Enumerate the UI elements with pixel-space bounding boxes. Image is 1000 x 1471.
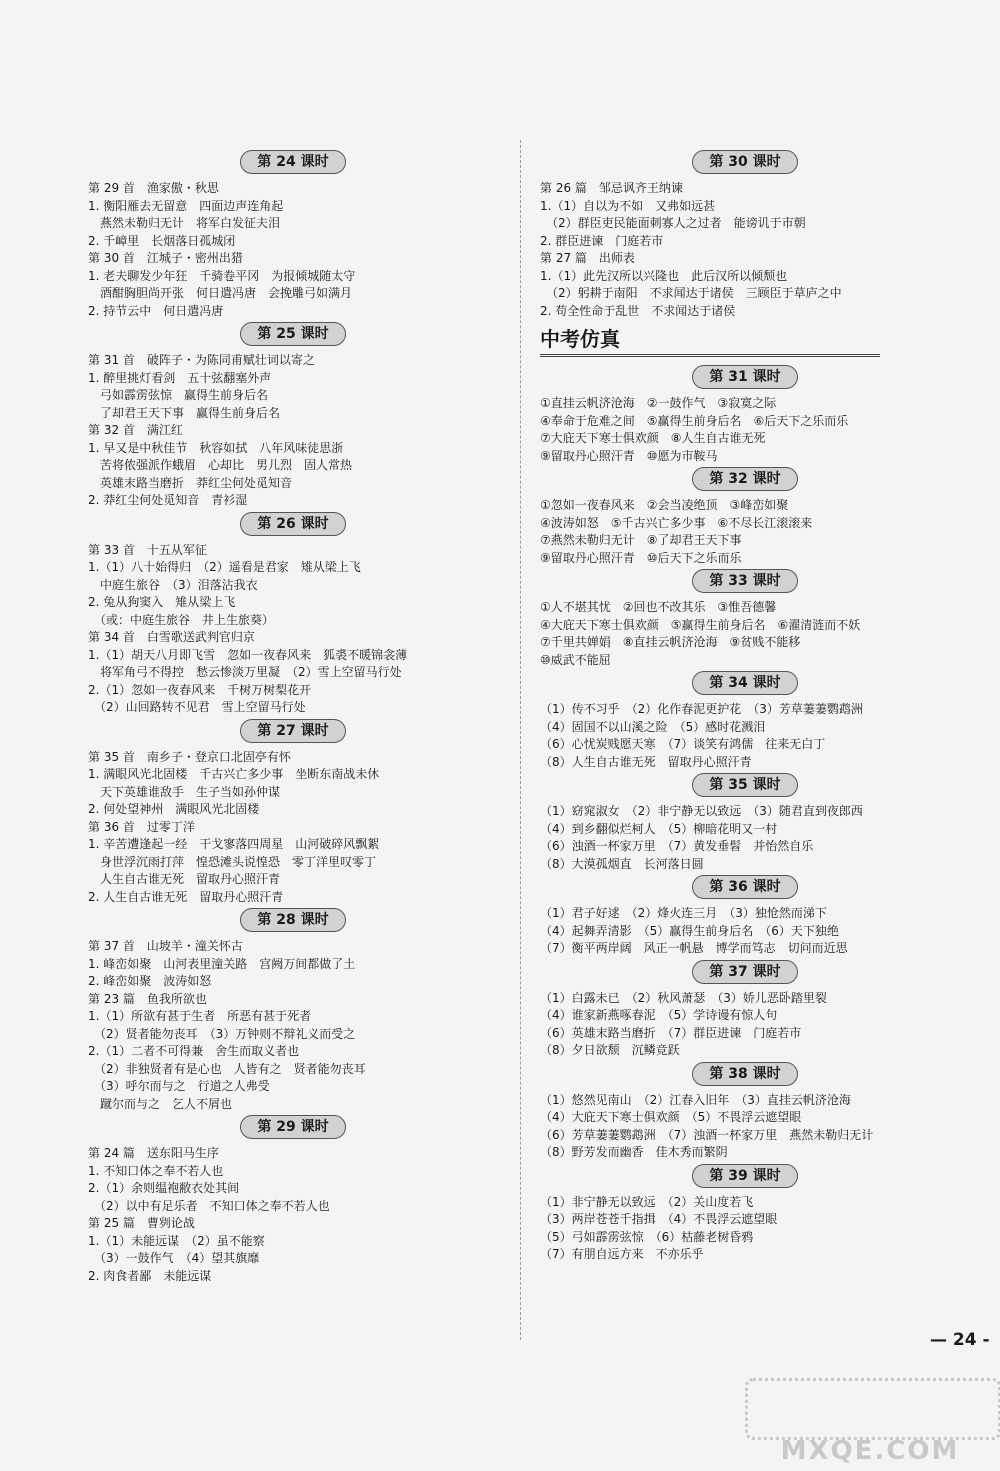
answer-line: ①人不堪其忧 ②回也不改其乐 ③惟吾德馨 xyxy=(540,600,777,614)
answer-line: 燕然未勒归无计 将军白发征夫泪 xyxy=(88,216,281,230)
lesson-header-label: 第 37 课时 xyxy=(692,960,797,984)
answer-line: （8）夕日欲颓 沉鳞竞跃 xyxy=(540,1043,680,1057)
answer-line: ⑦燕然未勒归无计 ⑧了却君王天下事 xyxy=(540,533,742,547)
answer-line: 2. 千嶂里 长烟落日孤城闭 xyxy=(88,233,236,248)
lesson-section xyxy=(88,150,498,320)
left-column xyxy=(88,148,498,1285)
answer-line: （1）非宁静无以致远 （2）关山度若飞 xyxy=(540,1194,754,1209)
answer-line: 1.（1）所欲有甚于生者 所恶有甚于死者 xyxy=(88,1009,312,1023)
answer-line: （2）群臣吏民能面刺寡人之过者 能谤讥于市朝 xyxy=(540,216,806,230)
column-divider xyxy=(520,140,521,1340)
answer-line: 2.（1）二者不可得兼 舍生而取义者也 xyxy=(88,1044,300,1058)
answer-line: （2）以中有足乐者 不知口体之奉不若人也 xyxy=(88,1198,330,1213)
answer-line: （1）窈窕淑女 （2）非宁静无以致远 （3）随君直到夜郎西 xyxy=(540,804,863,818)
answer-line: 苦将侬强派作蛾眉 心却比 男儿烈 固人常热 xyxy=(88,458,353,472)
lesson-header xyxy=(88,908,498,934)
answer-line: 第 36 首 过零丁洋 xyxy=(88,819,195,834)
lesson-section xyxy=(88,512,498,717)
answer-line: 人生自古谁无死 留取丹心照汗青 xyxy=(88,872,281,886)
answer-line: （1）悠然见南山 （2）江春入旧年 （3）直挂云帆济沧海 xyxy=(540,1092,851,1107)
lesson-header-label: 第 25 课时 xyxy=(240,322,345,346)
answer-line: ⑩威武不能屈 xyxy=(540,652,611,667)
answer-line: （8）大漠孤烟直 长河落日圆 xyxy=(540,856,704,871)
answer-line: ⑨留取丹心照汗青 ⑩愿为市鞍马 xyxy=(540,448,718,463)
lesson-header xyxy=(540,467,950,493)
answer-line: 2. 持节云中 何日遣冯唐 xyxy=(88,303,224,318)
answer-line: 第 33 首 十五从军征 xyxy=(88,542,207,557)
answer-line: 第 37 首 山坡羊・潼关怀古 xyxy=(88,939,243,953)
lesson-header xyxy=(540,671,950,697)
lesson-section xyxy=(540,365,950,465)
page-number: — 24 - xyxy=(930,1330,990,1350)
answer-line: （7）有朋自远方来 不亦乐乎 xyxy=(540,1247,704,1261)
answer-line: （8）人生自古谁无死 留取丹心照汗青 xyxy=(540,754,752,769)
lesson-header-label: 第 30 课时 xyxy=(692,150,797,174)
big-heading: 中考仿真 xyxy=(540,327,620,351)
answer-line: （或：中庭生旅谷 井上生旅葵） xyxy=(88,612,275,627)
answer-line: （1）君子好逑 （2）烽火连三月 （3）独怆然而涕下 xyxy=(540,906,827,920)
answer-line: （2）非独贤者有是心也 人皆有之 贤者能勿丧耳 xyxy=(88,1061,366,1076)
answer-line: ⑦千里共婵娟 ⑧直挂云帆济沧海 ⑨贫贱不能移 xyxy=(540,635,801,649)
lesson-header-label: 第 34 课时 xyxy=(692,671,797,695)
heading-rule xyxy=(540,354,880,357)
answer-line: （1）白露未已 （2）秋风萧瑟 （3）娇儿恶卧踏里裂 xyxy=(540,990,827,1005)
lesson-header-label: 第 24 课时 xyxy=(240,150,345,174)
answer-line: 2.（1）忽如一夜春风来 千树万树梨花开 xyxy=(88,682,312,697)
answer-line: 蹴尔而与之 乞人不屑也 xyxy=(88,1096,233,1111)
answer-line: （7）衡平两岸阔 风正一帆悬 博学而笃志 切问而近思 xyxy=(540,941,848,955)
answer-line: （2）贤者能勿丧耳 （3）万钟则不辩礼义而受之 xyxy=(88,1026,356,1041)
answer-line: 1. 辛苦遭逢起一经 干戈寥落四周星 山河破碎风飘絮 xyxy=(88,837,380,851)
answer-line: 1.（1）八十始得归 （2）遥看是君家 雉从梁上飞 xyxy=(88,560,361,574)
lesson-section xyxy=(88,1115,498,1285)
answer-line: 2. 苟全性命于乱世 不求闻达于诸侯 xyxy=(540,303,736,318)
answer-line: 第 24 篇 送东阳马生序 xyxy=(88,1146,219,1160)
lesson-header-label: 第 35 课时 xyxy=(692,773,797,797)
lesson-section xyxy=(540,875,950,958)
lesson-section xyxy=(540,960,950,1060)
lesson-header-label: 第 28 课时 xyxy=(240,908,345,932)
answer-line: 第 30 首 江城子・密州出猎 xyxy=(88,251,243,265)
lesson-header xyxy=(540,1164,950,1190)
answer-line: 1. 满眼风光北固楼 千古兴亡多少事 坐断东南战未休 xyxy=(88,767,380,781)
answer-line: （3）呼尔而与之 行道之人弗受 xyxy=(88,1079,270,1093)
answer-line: 天下英雄谁敌手 生子当如孙仲谋 xyxy=(88,784,281,799)
answer-line: （3）两岸苍苍千指揖 （4）不畏浮云遮望眼 xyxy=(540,1212,778,1226)
answer-line: 第 34 首 白雪歌送武判官归京 xyxy=(88,630,255,644)
lesson-header-label: 第 27 课时 xyxy=(240,719,345,743)
answer-line: （4）谁家新燕啄春泥 （5）学诗谩有惊人句 xyxy=(540,1008,778,1022)
answer-line: （2）躬耕于南阳 不求闻达于诸侯 三顾臣于草庐之中 xyxy=(540,286,842,300)
right-column xyxy=(540,148,950,1264)
answer-line: （4）到乡翻似烂柯人 （5）柳暗花明又一村 xyxy=(540,821,778,836)
lesson-section xyxy=(88,322,498,510)
lesson-header-label: 第 29 课时 xyxy=(240,1115,345,1139)
lesson-header xyxy=(88,719,498,745)
lesson-header-label: 第 39 课时 xyxy=(692,1164,797,1188)
lesson-header xyxy=(540,365,950,391)
answer-line: 1.（1）此先汉所以兴隆也 此后汉所以倾颓也 xyxy=(540,268,788,283)
answer-line: （8）野芳发而幽香 佳木秀而繁阴 xyxy=(540,1145,728,1159)
lesson-section xyxy=(540,1062,950,1162)
answer-line: ④大庇天下寒士俱欢颜 ⑤赢得生前身后名 ⑥濯清涟而不妖 xyxy=(540,617,861,632)
answer-line: （4）起舞弄清影 （5）赢得生前身后名 （6）天下独绝 xyxy=(540,923,839,938)
answer-line: （6）芳草萋萋鹦鹉洲 （7）浊酒一杯家万里 燕然未勒归无计 xyxy=(540,1127,874,1142)
watermark-text: MXQE.COM xyxy=(780,1436,960,1466)
answer-line: ①直挂云帆济沧海 ②一鼓作气 ③寂寞之际 xyxy=(540,396,777,410)
lesson-header xyxy=(540,960,950,986)
answer-line: ⑦大庇天下寒士俱欢颜 ⑧人生自古谁无死 xyxy=(540,431,766,445)
answer-line: 第 25 篇 曹刿论战 xyxy=(88,1216,195,1230)
answer-line: 第 29 首 渔家傲・秋思 xyxy=(88,181,219,195)
answer-line: 1. 醉里挑灯看剑 五十弦翻塞外声 xyxy=(88,370,272,385)
answer-line: 将军角弓不得控 愁云惨淡万里凝 （2）雪上空留马行处 xyxy=(88,665,402,679)
lesson-section xyxy=(540,773,950,873)
answer-line: 1.（1）胡天八月即飞雪 忽如一夜春风来 狐裘不暖锦衾薄 xyxy=(88,647,408,662)
lesson-header xyxy=(540,875,950,901)
answer-line: 第 35 首 南乡子・登京口北固亭有怀 xyxy=(88,749,291,764)
answer-line: 2. 莽红尘何处觅知音 青衫湿 xyxy=(88,493,248,507)
lesson-section xyxy=(88,719,498,907)
answer-line: （6）英雄末路当磨折 （7）群臣进谏 门庭若市 xyxy=(540,1025,802,1040)
answer-line: （6）心忧炭贱愿天寒 （7）谈笑有鸿儒 往来无白丁 xyxy=(540,737,826,751)
answer-line: 1. 峰峦如聚 山河表里潼关路 宫阙万间都做了土 xyxy=(88,956,356,971)
answer-line: （6）浊酒一杯家万里 （7）黄发垂髫 并怡然自乐 xyxy=(540,839,814,853)
answer-line: 中庭生旅谷 （3）泪落沾我衣 xyxy=(88,577,258,592)
answer-line: 2. 峰峦如聚 波涛如怒 xyxy=(88,974,212,988)
answer-line: 1. 衡阳雁去无留意 四面边声连角起 xyxy=(88,198,284,213)
answer-line: 1. 不知口体之奉不若人也 xyxy=(88,1163,224,1178)
answer-line: 第 26 篇 邹忌讽齐王纳谏 xyxy=(540,181,683,195)
answer-line: 2.（1）余则缊袍敝衣处其间 xyxy=(88,1181,240,1195)
lesson-header-label: 第 31 课时 xyxy=(692,365,797,389)
answer-line: 2. 人生自古谁无死 留取丹心照汗青 xyxy=(88,889,284,904)
lesson-header-label: 第 36 课时 xyxy=(692,875,797,899)
lesson-header xyxy=(540,1062,950,1088)
answer-line: 2. 肉食者鄙 未能远谋 xyxy=(88,1268,212,1283)
lesson-section xyxy=(88,908,498,1113)
answer-line: 1.（1）未能远谋 （2）虽不能察 xyxy=(88,1233,265,1248)
lesson-header-label: 第 33 课时 xyxy=(692,569,797,593)
answer-line: ④奉命于危难之间 ⑤赢得生前身后名 ⑥后天下之乐而乐 xyxy=(540,413,849,428)
lesson-section xyxy=(540,467,950,567)
lesson-section xyxy=(540,150,950,320)
answer-line: （4）固国不以山溪之险 （5）感时花溅泪 xyxy=(540,719,766,734)
answer-line: 英雄末路当磨折 莽红尘何处觅知音 xyxy=(88,475,293,490)
lesson-header xyxy=(540,773,950,799)
answer-line: （4）大庇天下寒士俱欢颜 （5）不畏浮云遮望眼 xyxy=(540,1110,802,1124)
answer-line: 1.（1）自以为不如 又弗如远甚 xyxy=(540,198,716,213)
right-sections xyxy=(540,365,950,1264)
answer-line: 酒酣胸胆尚开张 何日遣冯唐 会挽雕弓如满月 xyxy=(88,286,353,300)
watermark-logo-icon xyxy=(745,1378,1000,1440)
answer-line: 身世浮沉雨打萍 惶恐滩头说惶恐 零丁洋里叹零丁 xyxy=(88,854,377,869)
lesson-header xyxy=(88,512,498,538)
lesson-header-label: 第 26 课时 xyxy=(240,512,345,536)
lesson-section xyxy=(540,569,950,669)
answer-line: 2. 兔从狗窦入 雉从梁上飞 xyxy=(88,595,236,609)
answer-line: 第 23 篇 鱼我所欲也 xyxy=(88,991,207,1006)
lesson-section xyxy=(540,1164,950,1264)
answer-line: 1. 老夫聊发少年狂 千骑卷平冈 为报倾城随太守 xyxy=(88,268,356,283)
lesson-header-label: 第 38 课时 xyxy=(692,1062,797,1086)
answer-line: 2. 何处望神州 满眼风光北固楼 xyxy=(88,802,260,816)
answer-line: 了却君王天下事 赢得生前身后名 xyxy=(88,405,281,420)
lesson-header xyxy=(540,150,950,176)
answer-line: 第 32 首 满江红 xyxy=(88,423,183,437)
watermark xyxy=(745,1378,995,1466)
answer-line: 第 31 首 破阵子・为陈同甫赋壮词以寄之 xyxy=(88,353,315,367)
answer-line: 第 27 篇 出师表 xyxy=(540,251,635,265)
lesson-header xyxy=(88,322,498,348)
page-number-value: 24 xyxy=(952,1330,977,1350)
answer-line: （1）传不习乎 （2）化作春泥更护花 （3）芳草萋萋鹦鹉洲 xyxy=(540,702,863,716)
answer-line: （3）一鼓作气 （4）望其旗靡 xyxy=(88,1251,260,1265)
lesson-header-label: 第 32 课时 xyxy=(692,467,797,491)
lesson-header xyxy=(88,1115,498,1141)
answer-line: ④波涛如怒 ⑤千古兴亡多少事 ⑥不尽长江滚滚来 xyxy=(540,515,813,530)
answer-line: ①忽如一夜春风来 ②会当凌绝顶 ③峰峦如聚 xyxy=(540,498,789,512)
lesson-section xyxy=(540,671,950,771)
answer-line: （2）山回路转不见君 雪上空留马行处 xyxy=(88,700,306,714)
answer-line: 1. 早又是中秋佳节 秋容如拭 八年风味徒思浙 xyxy=(88,440,344,455)
lesson-header xyxy=(540,569,950,595)
right-top-section xyxy=(540,150,950,320)
answer-line: （5）弓如霹雳弦惊 （6）枯藤老树昏鸦 xyxy=(540,1229,754,1244)
answer-line: 2. 群臣进谏 门庭若市 xyxy=(540,233,664,248)
answer-line: 弓如霹雳弦惊 赢得生前身后名 xyxy=(88,388,269,402)
answer-line: ⑨留取丹心照汗青 ⑩后天下之乐而乐 xyxy=(540,550,742,565)
lesson-header xyxy=(88,150,498,176)
